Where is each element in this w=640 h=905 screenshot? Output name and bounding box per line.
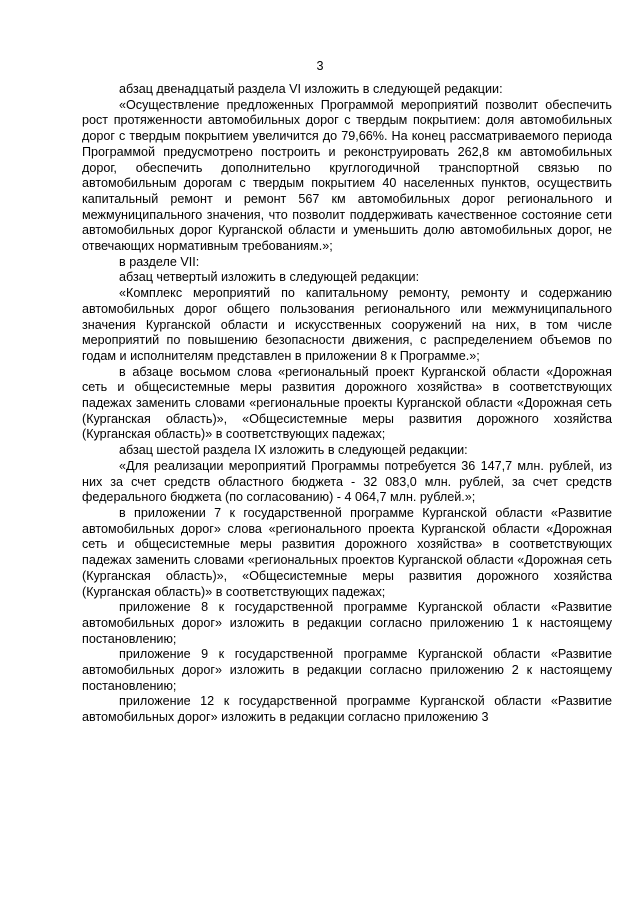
paragraph-8: «Для реализации мероприятий Программы потребуется 36 147,7 млн. рублей, из них за счет средств областного бюджета - 32 083,0 млн. рублей, за счет средств федерального бюджета (по согласованию) - 4 064,7 млн. рублей.»; — [82, 458, 612, 505]
paragraph-6: в абзаце восьмом слова «региональный проект Курганской области «Дорожная сеть и общесистемные меры развития дорожного хозяйства» в соответствующих падежах заменить словами «региональные проекты Курганской области «Дорожная сеть (Курганская область)», «Общесистемные меры развития дорожного хозяйства (Курганская область)» в соответствующих падежах; — [82, 364, 612, 442]
paragraph-3: в разделе VII: — [119, 254, 200, 269]
paragraph-5: «Комплекс мероприятий по капитальному ремонту, ремонту и содержанию автомобильных дорог общего пользования регионального или межмуниципального значения Курганской области и искусственных сооружений на них, в том числе мероприятий по повышению безопасности движения, с распределением объемов по годам и исполнителям представлен в приложении 8 к Программе.»; — [82, 286, 612, 363]
paragraph-11: приложение 9 к государственной программе Курганской области «Развитие автомобильных дорог» изложить в редакции согласно приложению 2 к настоящему постановлению; — [82, 647, 612, 693]
paragraph-7: абзац шестой раздела IX изложить в следующей редакции: — [119, 443, 468, 458]
paragraph-9: в приложении 7 к государственной программе Курганской области «Развитие автомобильных дорог» слова «регионального проекта Курганской области «Дорожная сеть и общесистемные меры развития дорожного хозяйства» в соответствующих падежах заменить словами «региональных проектов Курганской области «Дорожная сеть (Курганская область)», «Общесистемные меры развития дорожного хозяйства (Курганская область)» в соответствующих падежах; — [82, 505, 612, 599]
document-body — [82, 82, 612, 726]
paragraph-12: приложение 12 к государственной программе Курганской области «Развитие автомобильных дорог» изложить в редакции согласно приложению 3 — [82, 694, 612, 725]
page-number: 3 — [316, 59, 324, 73]
paragraph-1: абзац двенадцатый раздела VI изложить в следующей редакции: — [119, 82, 503, 96]
paragraph-10: приложение 8 к государственной программе Курганской области «Развитие автомобильных дорог» изложить в редакции согласно приложению 1 к настоящему постановлению; — [82, 600, 612, 646]
paragraph-4: абзац четвертый изложить в следующей редакции: — [119, 270, 420, 285]
paragraph-2: «Осуществление предложенных Программой мероприятий позволит обеспечить рост протяженности автомобильных дорог с твердым покрытием: доля автомобильных дорог с твердым покрытием увеличится до 79,66%. На конец рассматриваемого периода Программой предусмотрено построить и реконструировать 262,8 км автомобильных дорог, обеспечить дополнительно круглогодичной транспортной связью по автомобильным дорогам с твердым покрытием 40 населенных пунктов, осуществить капитальный ремонт и ремонт 567 км автомобильных дорог регионального и межмуниципального значения, что позволит поддерживать качественное состояние сети автомобильных дорог Курганской области и уменьшить долю автомобильных дорог, не отвечающих нормативным требованиям.»; — [82, 97, 612, 254]
